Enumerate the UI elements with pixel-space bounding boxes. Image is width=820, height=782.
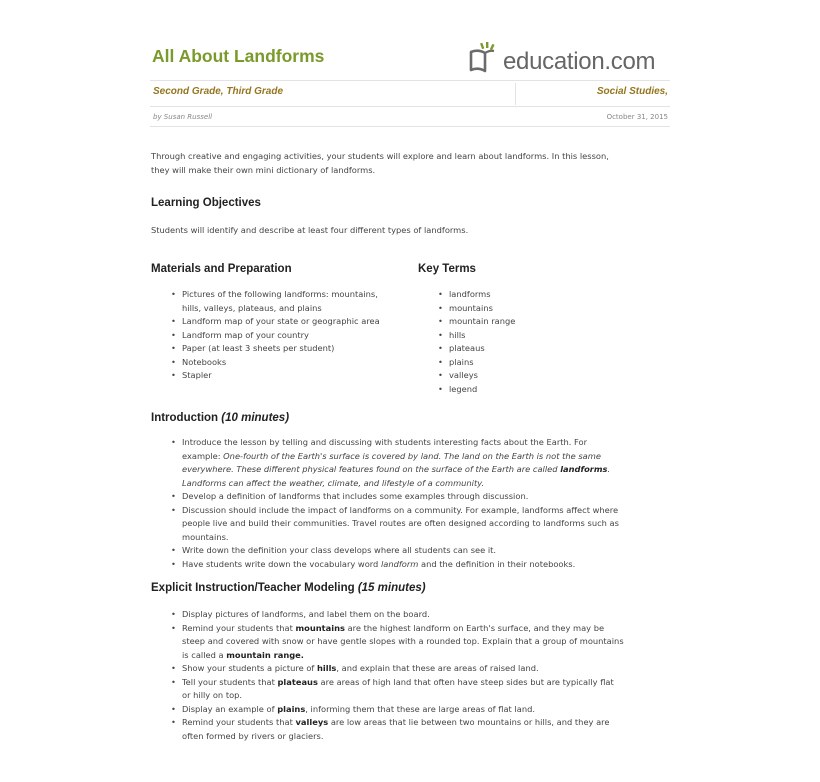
- section-duration: (10 minutes): [221, 412, 290, 424]
- explicit-instruction-heading: [151, 582, 426, 594]
- list-item: • plateaus: [438, 342, 638, 356]
- section-title: Explicit Instruction/Teacher Modeling: [151, 582, 355, 594]
- introduction-heading: [151, 412, 289, 424]
- education-com-logo[interactable]: [468, 42, 655, 74]
- list-item: • Discussion should include the impact of landforms on a community. For example, landforms affect where people live and build their communities. Travel routes are often designed according to landforms such as mountains.: [171, 504, 681, 545]
- open-book-icon: [468, 42, 502, 74]
- header-rule-middle: [150, 106, 670, 107]
- list-item: • Notebooks: [171, 356, 411, 370]
- materials-heading: Materials and Preparation: [151, 263, 292, 275]
- list-item: • Display pictures of landforms, and label them on the board.: [171, 608, 681, 622]
- learning-objectives-heading: Learning Objectives: [151, 197, 261, 209]
- grade-levels: Second Grade, Third Grade: [153, 86, 284, 97]
- author-byline: by Susan Russell: [153, 113, 213, 121]
- list-item: • landforms: [438, 288, 638, 302]
- list-item: • Show your students a picture of hills, and explain that these are areas of raised land.: [171, 662, 681, 676]
- learning-objectives-text: Students will identify and describe at least four different types of landforms.: [151, 225, 469, 235]
- list-item: • Remind your students that valleys are low areas that lie between two mountains or hills, and they are often formed by rivers or glaciers.: [171, 716, 681, 743]
- intro-line: Through creative and engaging activities, your students will explore and learn about landforms. In this lesson,: [151, 151, 609, 161]
- section-duration: (15 minutes): [357, 582, 426, 594]
- logo-wordmark: education.com: [503, 48, 656, 75]
- list-item: • legend: [438, 383, 638, 397]
- introduction-list: [171, 436, 681, 571]
- header-divider: [515, 83, 516, 105]
- list-item: • Pictures of the following landforms: mountains, hills, valleys, plateaus, and plains: [171, 288, 411, 315]
- page-title: All About Landforms: [152, 46, 325, 66]
- list-item: • hills: [438, 329, 638, 343]
- list-item: • Introduce the lesson by telling and discussing with students interesting facts about the Earth. For example: One-fourth of the Earth's surface is covered by land. The land on the Earth is not the same everywhere. These different physical features found on the surface of the Earth are called landforms. Landforms can affect the weather, climate, and lifestyle of a community.: [171, 436, 681, 490]
- list-item: • valleys: [438, 369, 638, 383]
- subject-label: Social Studies,: [596, 86, 668, 97]
- key-terms-list: [438, 288, 638, 396]
- list-item: • Display an example of plains, informing them that these are large areas of flat land.: [171, 703, 681, 717]
- list-item: • mountains: [438, 302, 638, 316]
- explicit-instruction-list: [171, 608, 681, 743]
- key-terms-heading: Key Terms: [418, 263, 476, 275]
- list-item: • Develop a definition of landforms that includes some examples through discussion.: [171, 490, 681, 504]
- list-item: • Paper (at least 3 sheets per student): [171, 342, 411, 356]
- header-rule-top: [150, 80, 670, 81]
- intro-paragraph: [151, 150, 609, 177]
- list-item: • mountain range: [438, 315, 638, 329]
- list-item: • Tell your students that plateaus are areas of high land that often have steep sides but are typically flat or hilly on top.: [171, 676, 681, 703]
- publish-date: October 31, 2015: [606, 113, 668, 121]
- section-title: Introduction: [151, 412, 219, 424]
- intro-line: they will make their own mini dictionary of landforms.: [151, 164, 376, 175]
- list-item: • Write down the definition your class develops where all students can see it.: [171, 544, 681, 558]
- list-item: • Landform map of your state or geographic area: [171, 315, 411, 329]
- list-item: • Remind your students that mountains are the highest landform on Earth's surface, and they may be steep and covered with snow or have gentle slopes with a rounded top. Explain that a group of mountains is called a mountain range.: [171, 622, 681, 663]
- list-item: • Stapler: [171, 369, 411, 383]
- materials-list: [171, 288, 411, 383]
- list-item: • Have students write down the vocabulary word landform and the definition in their notebooks.: [171, 558, 681, 572]
- list-item: • Landform map of your country: [171, 329, 411, 343]
- list-item: • plains: [438, 356, 638, 370]
- header-rule-bottom: [150, 126, 670, 127]
